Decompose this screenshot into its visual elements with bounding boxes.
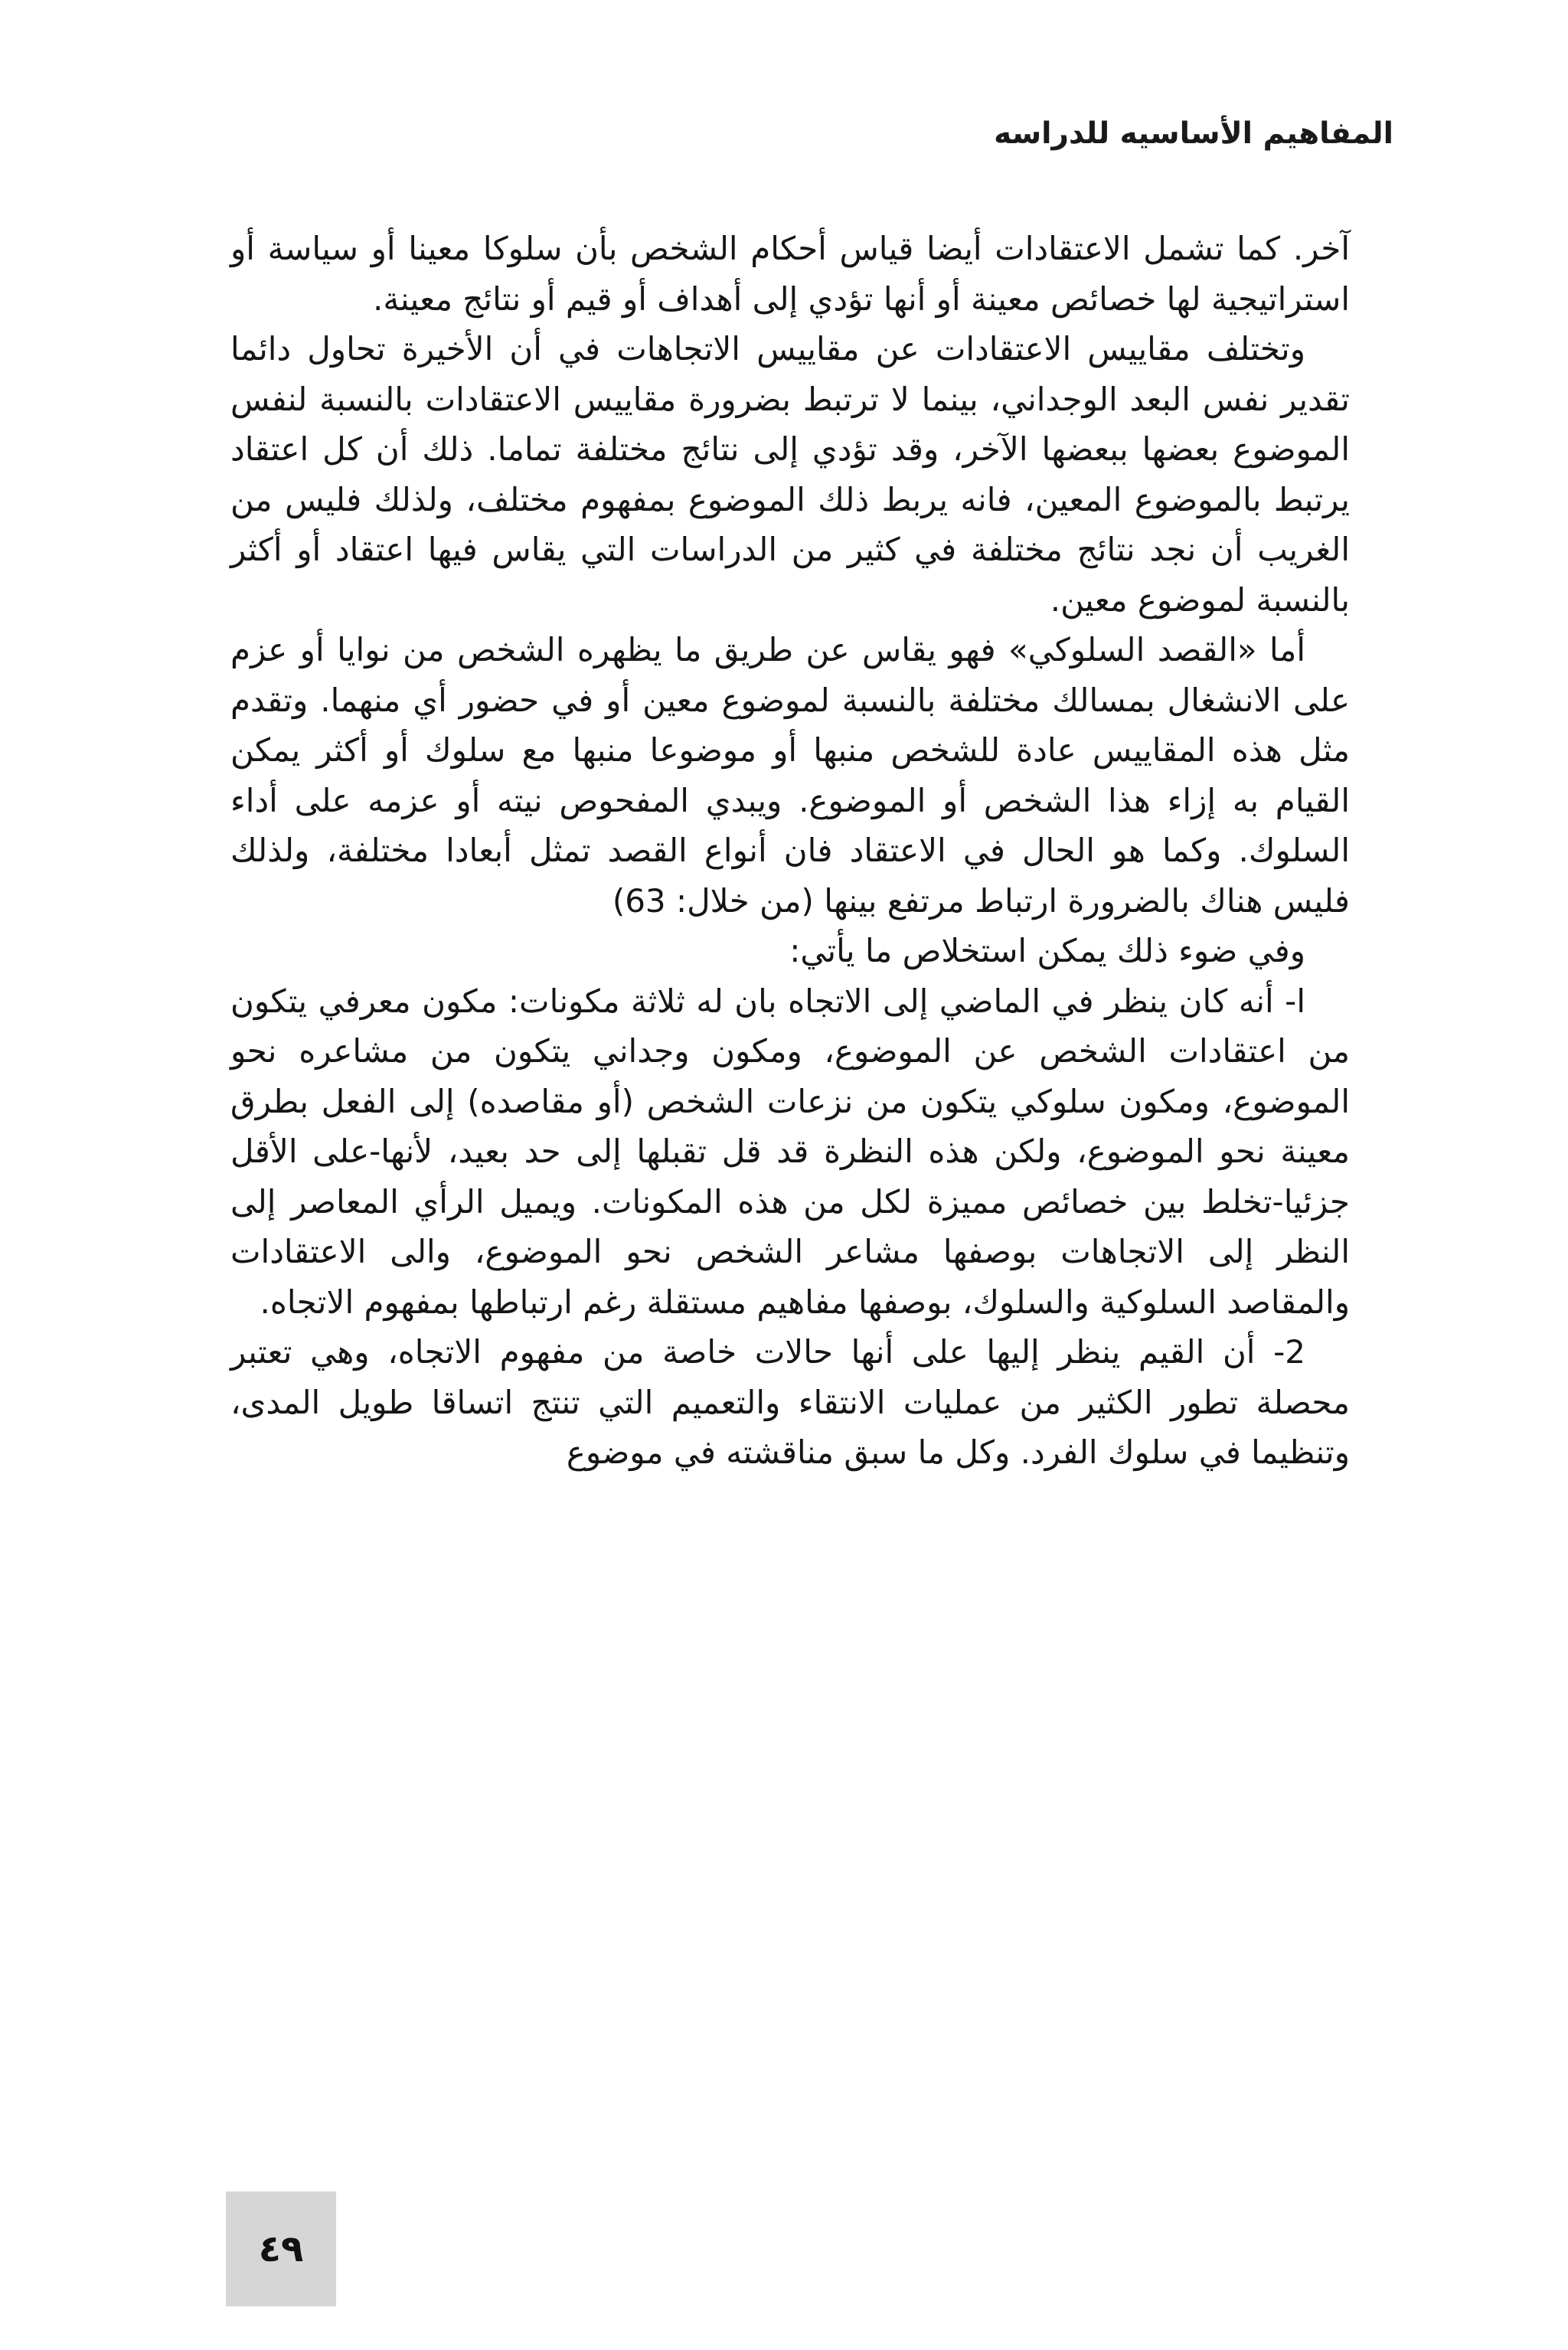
paragraph-conclusion-intro: وفي ضوء ذلك يمكن استخلاص ما يأتي: xyxy=(789,932,1305,969)
paragraph-continuation: آخر. كما تشمل الاعتقادات أيضا قياس أحكام الشخص بأن سلوكا معينا أو سياسة أو استراتيجية لها خصائص معينة أو أنها تؤدي إلى أهداف أو قيم أو نتائج معينة. xyxy=(230,230,1350,318)
list-item-2: 2- أن القيم ينظر إليها على أنها حالات خاصة من مفهوم الاتجاه، وهي تعتبر محصلة تطور الكثير من عمليات الانتقاء والتعميم التي تنتج اتساقا طويل المدى، وتنظيما في سلوك الفرد. وكل ما سبق مناقشته في موضوع xyxy=(230,1333,1350,1471)
list-item-1: ا- أنه كان ينظر في الماضي إلى الاتجاه بان له ثلاثة مكونات: مكون معرفي يتكون من اعتقادات الشخص عن الموضوع، ومكون وجداني يتكون من مشاعره نحو الموضوع، ومكون سلوكي يتكون من نزعات الشخص (أو مقاصده) إلى الفعل بطرق معينة نحو الموضوع، ولكن هذه النظرة قد قل تقبلها إلى حد بعيد، لأنها-على الأقل جزئيا-تخلط بين خصائص مميزة لكل من هذه المكونات. ويميل الرأي المعاصر إلى النظر إلى الاتجاهات بوصفها مشاعر الشخص نحو الموضوع، والى الاعتقادات والمقاصد السلوكية والسلوك، بوصفها مفاهيم مستقلة رغم ارتباطها بمفهوم الاتجاه. xyxy=(230,982,1350,1321)
page-body xyxy=(230,224,1350,1478)
page-number-box xyxy=(226,2191,336,2306)
paragraph-behavioral-intent: أما «القصد السلوكي» فهو يقاس عن طريق ما يظهره الشخص من نوايا أو عزم على الانشغال بمسالك مختلفة بالنسبة لموضوع معين أو في حضور أي منهما. وتقدم مثل هذه المقاييس عادة للشخص منبها أو موضوعا منبها مع سلوك أو أكثر يمكن القيام به إزاء هذا الشخص أو الموضوع. ويبدي المفحوص نيته أو عزمه على أداء السلوك. وكما هو الحال في الاعتقاد فان أنواع القصد تمثل أبعادا مختلفة، ولذلك فليس هناك بالضرورة ارتباط مرتفع بينها (من خلال: 63) xyxy=(230,631,1350,920)
paragraph-beliefs-measures: وتختلف مقاييس الاعتقادات عن مقاييس الاتجاهات في أن الأخيرة تحاول دائما تقدير نفس البعد الوجداني، بينما لا ترتبط بضرورة مقاييس الاعتقادات بالنسبة لنفس الموضوع بعضها ببعضها الآخر، وقد تؤدي إلى نتائج مختلفة تماما. ذلك أن كل اعتقاد يرتبط بالموضوع المعين، فانه يربط ذلك الموضوع بمفهوم مختلف، ولذلك فليس من الغريب أن نجد نتائج مختلفة في كثير من الدراسات التي يقاس فيها اعتقاد أو أكثر بالنسبة لموضوع معين. xyxy=(230,330,1350,619)
running-header: المفاهيم الأساسيه للدراسه xyxy=(994,116,1393,151)
page-number: ٤٩ xyxy=(258,2227,304,2270)
